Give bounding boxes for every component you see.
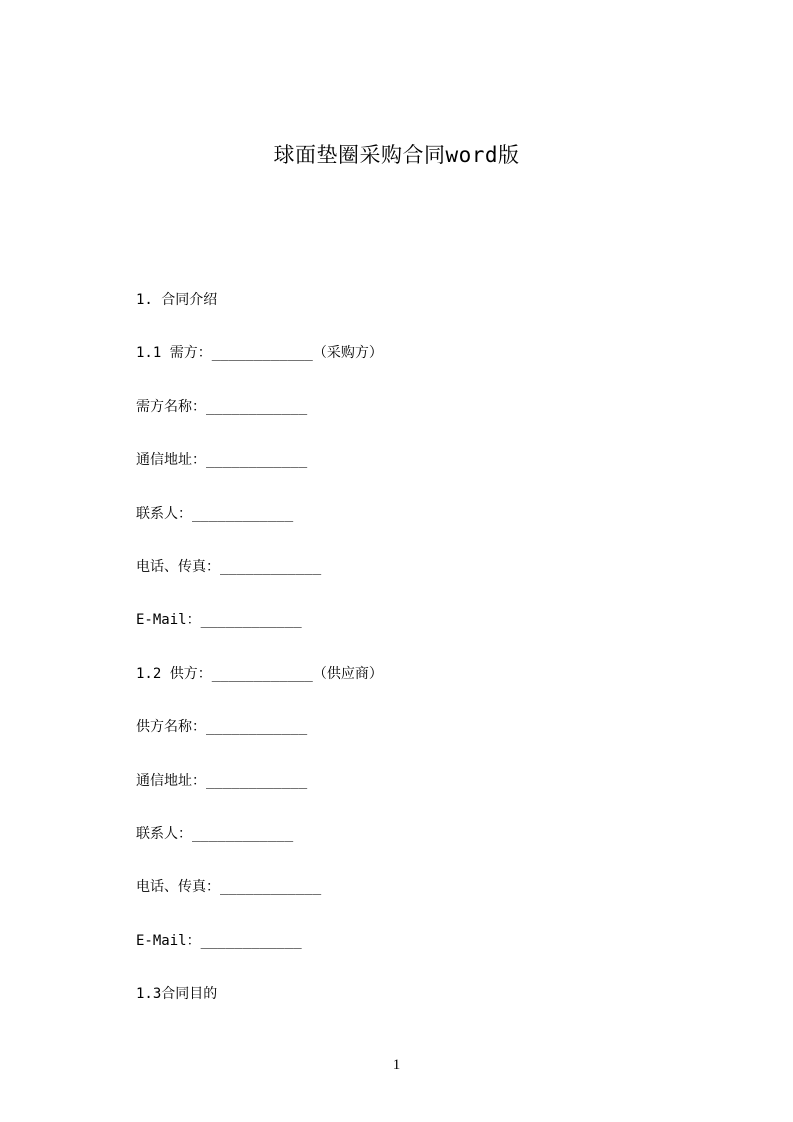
section-heading-contract-intro: 1. 合同介绍 [136, 292, 218, 308]
supplier-line: 1.2 供方：____________（供应商） [136, 665, 383, 682]
buyer-line: 1.1 需方：____________（采购方） [136, 345, 383, 362]
buyer-address-line: 通信地址：____________ [136, 452, 308, 469]
supplier-address-line: 通信地址：____________ [136, 772, 308, 789]
document-title: 球面垫圈采购合同word版 [273, 143, 520, 167]
buyer-email-line: E-Mail：____________ [136, 612, 302, 629]
supplier-email-line: E-Mail：____________ [136, 932, 302, 949]
buyer-contact-line: 联系人：____________ [136, 505, 294, 522]
document-body [136, 288, 696, 1035]
buyer-name-line: 需方名称：____________ [136, 398, 308, 415]
section-heading-contract-purpose: 1.3合同目的 [136, 986, 218, 1003]
supplier-phone-fax-line: 电话、传真：____________ [136, 879, 322, 896]
buyer-phone-fax-line: 电话、传真：____________ [136, 558, 322, 575]
page-number: 1 [392, 1057, 401, 1073]
supplier-name-line: 供方名称：____________ [136, 719, 308, 736]
supplier-contact-line: 联系人：____________ [136, 825, 294, 842]
